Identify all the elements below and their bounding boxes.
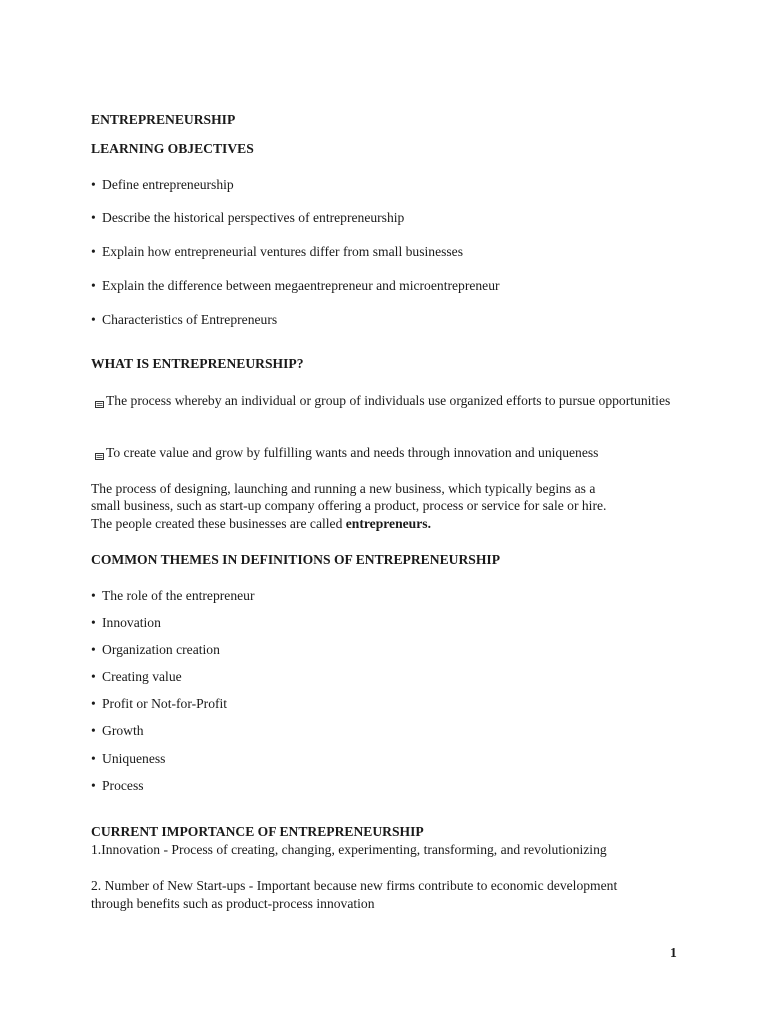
- bullet-icon: •: [91, 588, 96, 603]
- bullet-icon: •: [91, 210, 96, 225]
- bullet-icon: •: [91, 642, 96, 657]
- document-icon: [95, 401, 104, 408]
- page-number: 1: [670, 945, 677, 960]
- bullet-icon: •: [91, 615, 96, 630]
- list-item: [91, 641, 691, 658]
- bullet-icon: •: [91, 778, 96, 793]
- importance-item: 2. Number of New Start-ups - Important because new firms contribute to economic development: [91, 878, 618, 893]
- list-item: [91, 176, 691, 193]
- list-item: [91, 277, 691, 294]
- list-item: [91, 209, 691, 226]
- document-title: ENTREPRENEURSHIP: [91, 112, 236, 127]
- learning-objectives-heading: LEARNING OBJECTIVES: [91, 141, 254, 156]
- list-item-text: Uniqueness: [102, 751, 166, 766]
- list-item: [91, 587, 691, 604]
- list-item: [91, 243, 691, 260]
- bold-term: entrepreneurs.: [345, 516, 431, 531]
- list-item-text: Define entrepreneurship: [102, 177, 234, 192]
- definition-point-text: To create value and grow by fulfilling wants and needs through innovation and uniqueness: [106, 445, 599, 460]
- list-item: [91, 695, 691, 712]
- list-item-text: Describe the historical perspectives of entrepreneurship: [102, 210, 405, 225]
- definition-point: [91, 392, 691, 409]
- list-item-text: The role of the entrepreneur: [102, 588, 255, 603]
- list-item-text: Explain the difference between megaentrepreneur and microentrepreneur: [102, 278, 500, 293]
- paragraph-line: small business, such as start-up company offering a product, process or service for sale or hire.: [91, 498, 607, 513]
- list-item: [91, 614, 691, 631]
- what-is-heading: WHAT IS ENTREPRENEURSHIP?: [91, 356, 304, 371]
- bullet-icon: •: [91, 723, 96, 738]
- paragraph-line: The process of designing, launching and running a new business, which typically begins as a: [91, 481, 596, 496]
- bullet-icon: •: [91, 244, 96, 259]
- list-item: [91, 750, 691, 767]
- list-item: [91, 668, 691, 685]
- bullet-icon: •: [91, 312, 96, 327]
- importance-item: 1.Innovation - Process of creating, changing, experimenting, transforming, and revolutionizing: [91, 842, 607, 857]
- common-themes-heading: COMMON THEMES IN DEFINITIONS OF ENTREPRENEURSHIP: [91, 552, 500, 567]
- bullet-icon: •: [91, 696, 96, 711]
- list-item-text: Characteristics of Entrepreneurs: [102, 312, 278, 327]
- bullet-icon: •: [91, 278, 96, 293]
- definition-point-text: The process whereby an individual or group of individuals use organized efforts to pursue opportunities: [106, 393, 671, 408]
- importance-item-continuation: through benefits such as product-process innovation: [91, 896, 375, 911]
- current-importance-heading: CURRENT IMPORTANCE OF ENTREPRENEURSHIP: [91, 824, 424, 839]
- bullet-icon: •: [91, 177, 96, 192]
- bullet-icon: •: [91, 751, 96, 766]
- paragraph-text: The people created these businesses are called: [91, 516, 346, 531]
- list-item: [91, 722, 691, 739]
- list-item-text: Growth: [102, 723, 144, 738]
- list-item-text: Innovation: [102, 615, 161, 630]
- list-item-text: Process: [102, 778, 144, 793]
- paragraph-line: [91, 515, 691, 532]
- document-icon: [95, 453, 104, 460]
- list-item-text: Explain how entrepreneurial ventures differ from small businesses: [102, 244, 464, 259]
- list-item-text: Profit or Not-for-Profit: [102, 696, 228, 711]
- list-item-text: Creating value: [102, 669, 182, 684]
- list-item-text: Organization creation: [102, 642, 220, 657]
- definition-point: [91, 444, 691, 461]
- list-item: [91, 311, 691, 328]
- list-item: [91, 777, 691, 794]
- bullet-icon: •: [91, 669, 96, 684]
